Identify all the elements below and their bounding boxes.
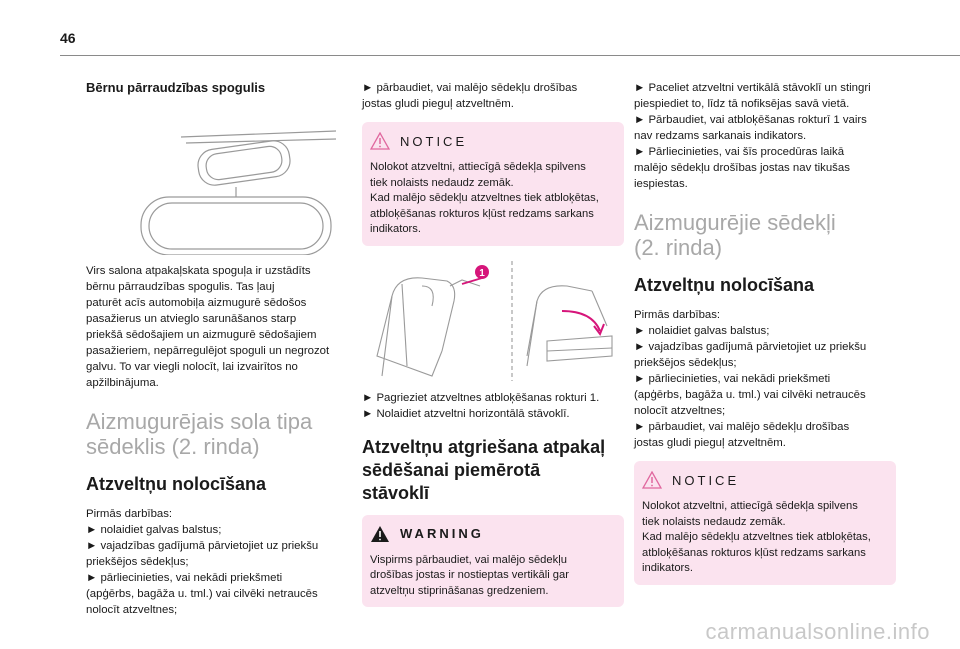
warning-box	[362, 515, 624, 608]
notice-text-2: Nolokot atzveltni, attiecīgā sēdekļa spilvens tiek nolaists nedaudz zemāk. Kad malējo sēdekļu atzveltnes tiek atbloķētas, atbloķēšanas rokturos kļūst redzams sarkans indikators.	[642, 500, 871, 574]
mirror-figure	[86, 105, 348, 255]
seat-folding-figure	[362, 256, 624, 386]
page-number: 46	[60, 30, 76, 46]
notice-title: NOTICE	[400, 133, 468, 149]
notice-box	[362, 122, 624, 246]
callout-1: 1	[479, 267, 485, 279]
warning-text: Vispirms pārbaudiet, vai malējo sēdekļu drošības jostas ir nostieptas vertikāli gar atzveltņu stiprināšanas gredzeniem.	[370, 553, 569, 597]
bench-section-title: Aizmugurējais sola tipa sēdeklis (2. rinda)	[86, 409, 313, 459]
unlock-steps: ► Pagrieziet atzveltnes atbloķēšanas rokturi 1. ► Nolaidiet atzveltni horizontālā stāvoklī.	[362, 391, 600, 420]
notice-triangle-icon	[370, 132, 390, 150]
notice-box-2	[634, 461, 896, 585]
mirror-heading: Bērnu pārraudzības spogulis	[86, 80, 266, 95]
watermark-logo: carmanualsonline.info	[705, 619, 930, 644]
header-rule	[60, 55, 960, 56]
folding-steps-2: Pirmās darbības: ► nolaidiet galvas balstus; ► vajadzības gadījumā pārvietojiet uz priekšu priekšējos sēdekļus; ► pārliecinieties, vai nekādi priekšmeti (apģērbs, bagāža u. tml.) vai cilvēki netraucēs nolocīt atzveltnes; ► pārbaudiet, vai malējo sēdekļu drošības jostas gludi pieguļ atzveltnēm.	[634, 309, 867, 449]
notice-title-2: NOTICE	[672, 472, 740, 488]
warning-triangle-icon	[370, 525, 390, 543]
notice-text: Nolokot atzveltni, attiecīgā sēdekļa spilvens tiek nolaists nedaudz zemāk. Kad malējo sēdekļu atzveltnes tiek atbloķētas, atbloķēšanas rokturos kļūst redzams sarkans indikators.	[370, 161, 599, 235]
warning-title: WARNING	[400, 526, 484, 541]
seat-folding-illustration	[362, 256, 624, 386]
rear-seats-section-title: Aizmugurējie sēdekļi (2. rinda)	[634, 210, 836, 260]
folding-steps: Pirmās darbības: ► nolaidiet galvas balstus; ► vajadzības gadījumā pārvietojiet uz priekšu priekšējos sēdekļus; ► pārliecinieties, vai nekādi priekšmeti (apģērbs, bagāža u. tml.) vai cilvēki netraucēs nolocīt atzveltnes;	[86, 508, 319, 616]
mirror-description: Virs salona atpakaļskata spoguļa ir uzstādīts bērnu pārraudzības spogulis. Tas ļauj paturēt acīs automobiļa aizmugurē sēdošos pasažierus un atvieglo sarunāšanos starp priekšā sēdošajiem un aizmugurē sēdošajiem pasažieriem, nepārregulējot spoguli un negrozot galvu. To var viegli nolocīt, lai izvairītos no apžilbinājuma.	[86, 265, 330, 389]
raise-steps: ► Paceliet atzveltni vertikālā stāvoklī un stingri piespiediet to, līdz tā nofiksējas savā vietā. ► Pārbaudiet, vai atbloķēšanas rokturī 1 vairs nav redzams sarkanais indikators. ► Pārliecinieties, vai šīs procedūras laikā malējo sēdekļu drošības jostas nav tikušas iespiestas.	[634, 82, 871, 190]
seatbelt-check-text: ► pārbaudiet, vai malējo sēdekļu drošības jostas gludi pieguļ atzveltnēm.	[362, 82, 578, 110]
folding-subtitle: Atzveltņu nolocīšana	[86, 474, 267, 494]
column-3	[634, 80, 896, 595]
mirror-illustration	[86, 105, 348, 255]
column-2	[362, 80, 624, 617]
column-1	[86, 80, 348, 618]
folding-subtitle-2: Atzveltņu nolocīšana	[634, 275, 815, 295]
notice-triangle-icon	[642, 471, 662, 489]
return-subtitle: Atzveltņu atgriešana atpakaļ sēdēšanai piemērotā stāvoklī	[362, 436, 606, 503]
